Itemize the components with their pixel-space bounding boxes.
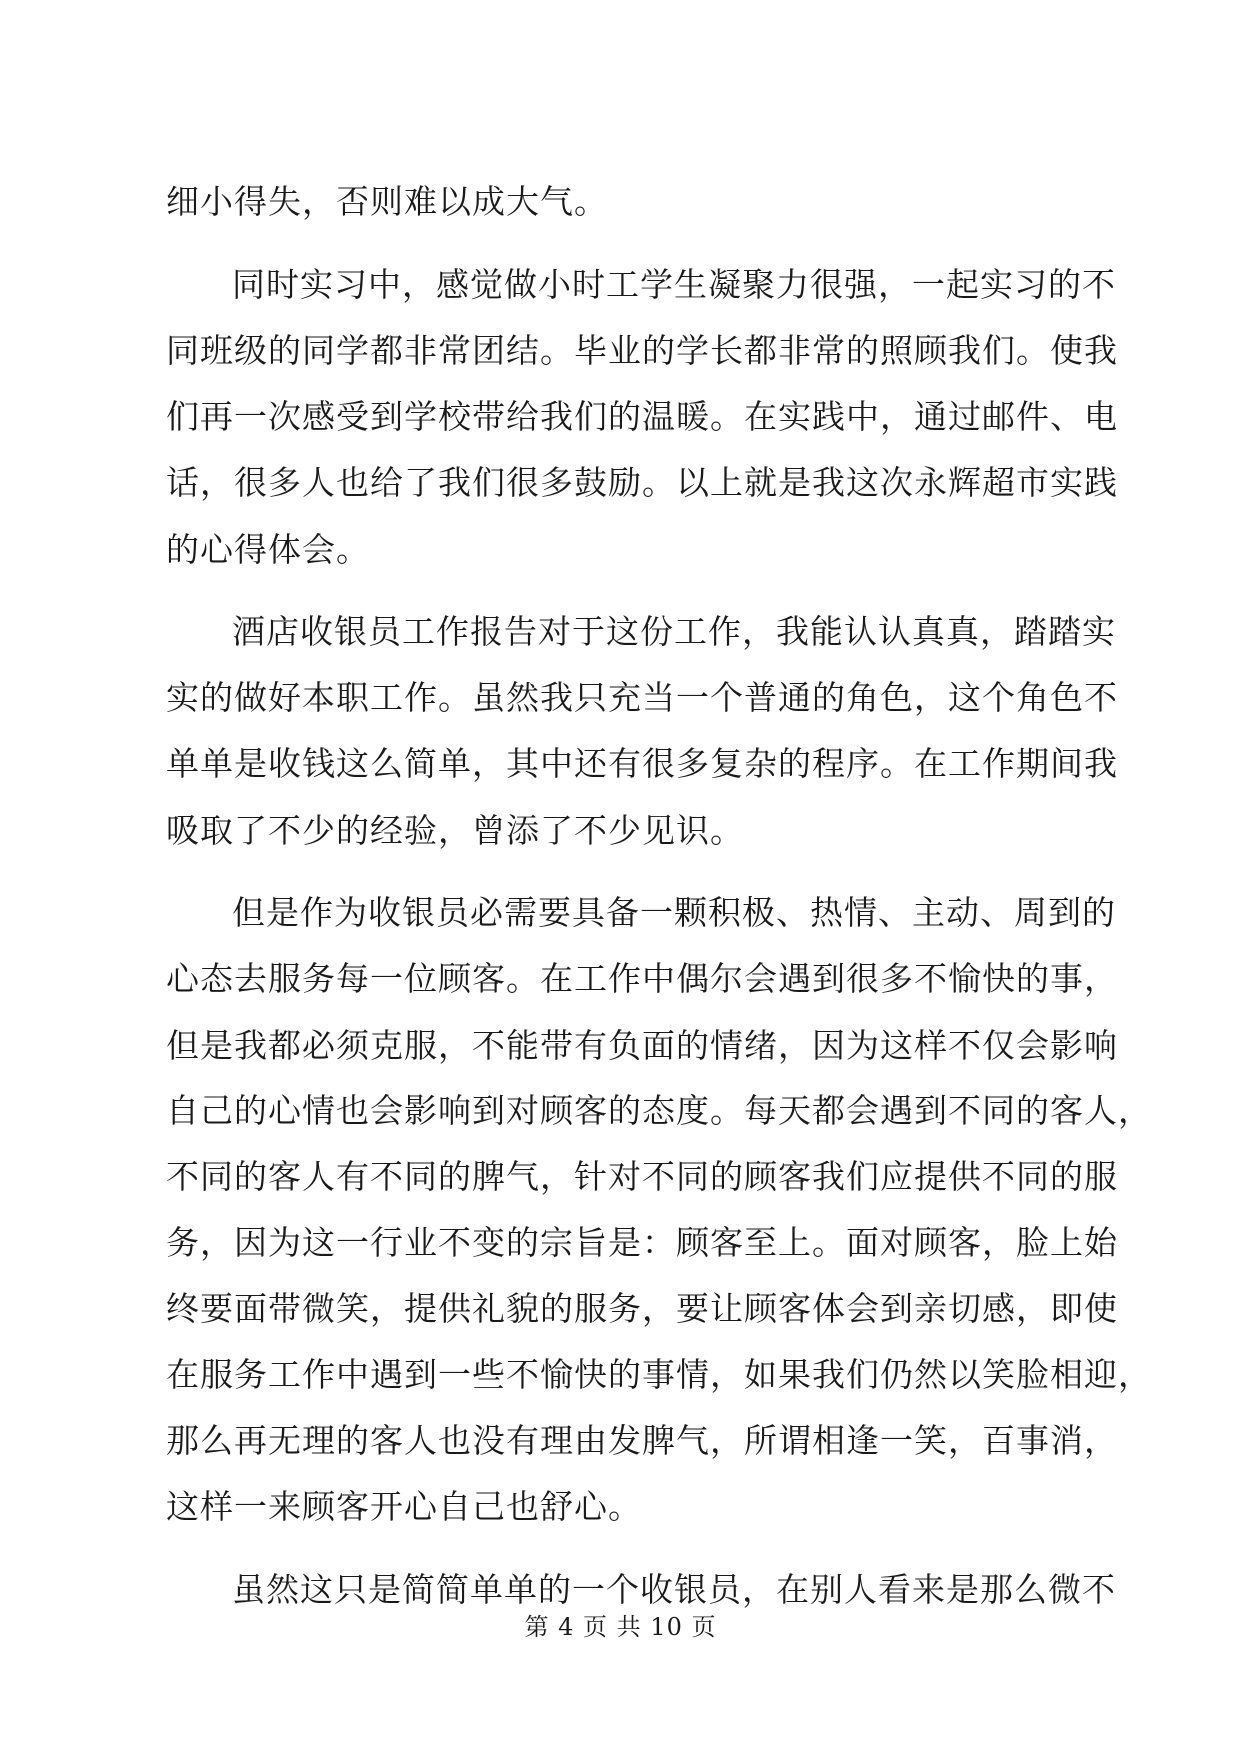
text-line-20: 这样一来顾客开心自己也舒心。: [166, 1487, 642, 1526]
text-line-19: 那么再无理的客人也没有理由发脾气，所谓相逢一笑，百事消，: [166, 1421, 1118, 1460]
text-line-7: 酒店收银员工作报告对于这份工作，我能认认真真，踏踏实: [232, 612, 1116, 651]
text-line-13: 但是我都必须克服，不能带有负面的情绪，因为这样不仅会影响: [166, 1026, 1118, 1065]
text-line-6: 的心得体会。: [166, 530, 370, 569]
text-line-9: 单单是收钱这么简单，其中还有很多复杂的程序。在工作期间我: [166, 744, 1118, 783]
text-line-14: 自己的心情也会影响到对顾客的态度。每天都会遇到不同的客人，: [166, 1091, 1152, 1130]
text-line-10: 吸取了不少的经验，曾添了不少见识。: [166, 811, 744, 850]
text-line-3: 同班级的同学都非常团结。毕业的学长都非常的照顾我们。使我: [166, 331, 1118, 370]
text-line-4: 们再一次感受到学校带给我们的温暖。在实践中，通过邮件、电: [166, 397, 1118, 436]
text-line-12: 心态去服务每一位顾客。在工作中偶尔会遇到很多不愉快的事，: [166, 959, 1118, 998]
text-line-1: 细小得失，否则难以成大气。: [166, 182, 608, 221]
text-line-11: 但是作为收银员必需要具备一颗积极、热情、主动、周到的: [232, 893, 1116, 932]
text-line-18: 在服务工作中遇到一些不愉快的事情，如果我们仍然以笑脸相迎，: [166, 1355, 1152, 1394]
text-line-15: 不同的客人有不同的脾气，针对不同的顾客我们应提供不同的服: [166, 1157, 1118, 1196]
text-line-21: 虽然这只是简简单单的一个收银员，在别人看来是那么微不: [232, 1570, 1116, 1609]
text-line-2: 同时实习中，感觉做小时工学生凝聚力很强，一起实习的不: [232, 265, 1116, 304]
text-line-16: 务，因为这一行业不变的宗旨是：顾客至上。面对顾客，脸上始: [166, 1223, 1118, 1262]
text-line-17: 终要面带微笑，提供礼貌的服务，要让顾客体会到亲切感，即使: [166, 1289, 1118, 1328]
page-footer: 第 4 页 共 10 页: [524, 1613, 717, 1641]
text-line-8: 实的做好本职工作。虽然我只充当一个普通的角色，这个角色不: [166, 678, 1118, 717]
text-line-5: 话，很多人也给了我们很多鼓励。以上就是我这次永辉超市实践: [166, 463, 1118, 502]
